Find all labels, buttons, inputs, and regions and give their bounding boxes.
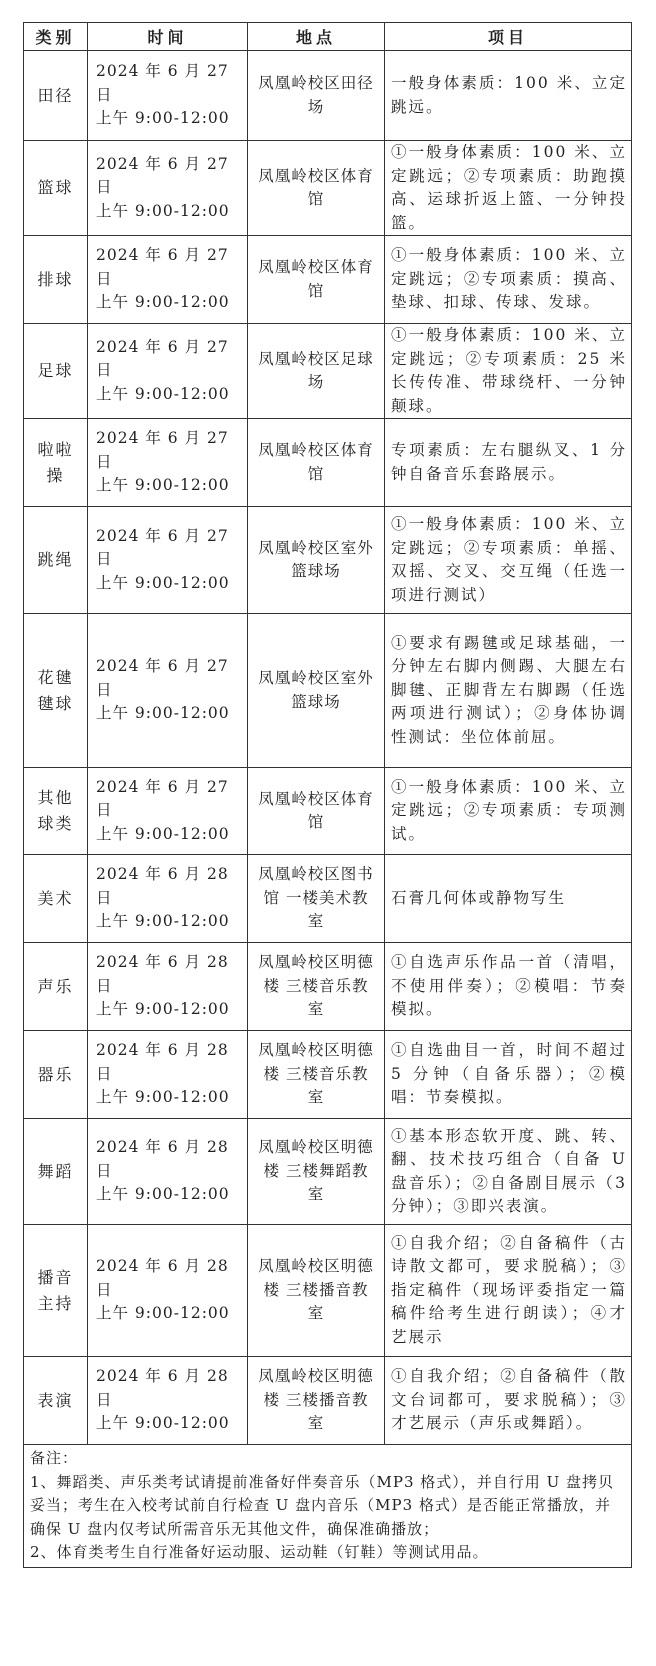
row-items: ①要求有踢毽或足球基础，一分钟左右脚内侧踢、大腿左右脚毽、正脚背左右脚踢（任选两项进行测试）；②身体协调性测试：坐位体前屈。 — [385, 614, 632, 768]
row-time-date: 2024 年 6 月 28 日 — [96, 1041, 229, 1083]
row-category: 啦啦操 — [24, 419, 88, 507]
row-items: ①基本形态软开度、跳、转、翻、技术技巧组合（自备 U 盘音乐）；②自备剧目展示（3 分钟）；③即兴表演。 — [385, 1119, 632, 1225]
row-time-hours: 上午 9:00-12:00 — [96, 109, 230, 128]
row-time — [88, 943, 248, 1031]
row-time-date: 2024 年 6 月 27 日 — [96, 526, 229, 569]
table-row — [24, 236, 632, 324]
row-time-date: 2024 年 6 月 28 日 — [96, 1257, 229, 1299]
row-time — [88, 507, 248, 614]
row-time — [88, 324, 248, 419]
exam-schedule-document — [23, 22, 631, 1568]
row-items: ①自选声乐作品一首（清唱，不使用伴奏）；②模唱：节奏模拟。 — [385, 943, 632, 1031]
row-time-date: 2024 年 6 月 27 日 — [96, 337, 229, 380]
row-time — [88, 419, 248, 507]
row-time-hours: 上午 9:00-12:00 — [96, 476, 230, 495]
row-time — [88, 768, 248, 855]
table-row — [24, 324, 632, 419]
table-header-row — [24, 23, 632, 51]
row-time-hours: 上午 9:00-12:00 — [96, 1185, 230, 1204]
row-items: 石膏几何体或静物写生 — [385, 855, 632, 943]
row-time-date: 2024 年 6 月 28 日 — [96, 1367, 229, 1409]
table-row — [24, 855, 632, 943]
row-place: 凤凰岭校区足球场 — [248, 324, 385, 419]
row-time-hours: 上午 9:00-12:00 — [96, 824, 230, 843]
row-time-date: 2024 年 6 月 28 日 — [96, 865, 229, 907]
table-row — [24, 943, 632, 1031]
header-items: 项目 — [385, 23, 632, 51]
row-time-hours: 上午 9:00-12:00 — [96, 1414, 230, 1433]
row-items: ①自选曲目一首，时间不超过 5 分钟（自备乐器）；②模唱：节奏模拟。 — [385, 1031, 632, 1119]
row-time — [88, 1119, 248, 1225]
row-items: ①一般身体素质：100 米、立定跳远；②专项素质：25 米长传传准、带球绕杆、一分钟颠球。 — [385, 324, 632, 419]
row-place: 凤凰岭校区明德楼 三楼音乐教室 — [248, 943, 385, 1031]
row-place: 凤凰岭校区体育馆 — [248, 236, 385, 324]
row-category: 足球 — [24, 324, 88, 419]
row-items: 专项素质：左右腿纵叉、1 分钟自备音乐套路展示。 — [385, 419, 632, 507]
row-items: ①自我介绍；②自备稿件（散文台词都可，要求脱稿）；③才艺展示（声乐或舞蹈）。 — [385, 1357, 632, 1445]
row-time-hours: 上午 9:00-12:00 — [96, 1304, 230, 1323]
row-place: 凤凰岭校区明德楼 三楼播音教室 — [248, 1357, 385, 1445]
row-time-date: 2024 年 6 月 27 日 — [96, 246, 229, 288]
row-place: 凤凰岭校区明德楼 三楼音乐教室 — [248, 1031, 385, 1119]
row-time — [88, 141, 248, 236]
row-time — [88, 51, 248, 141]
table-row — [24, 141, 632, 236]
row-category: 花毽毽球 — [24, 614, 88, 768]
row-time-hours: 上午 9:00-12:00 — [96, 201, 230, 220]
row-time-date: 2024 年 6 月 27 日 — [96, 429, 229, 471]
row-time — [88, 1357, 248, 1445]
header-place: 地点 — [248, 23, 385, 51]
row-category: 篮球 — [24, 141, 88, 236]
row-time-date: 2024 年 6 月 27 日 — [96, 657, 229, 699]
row-items: ①一般身体素质：100 米、立定跳远；②专项素质：摸高、垫球、扣球、传球、发球。 — [385, 236, 632, 324]
row-time-hours: 上午 9:00-12:00 — [96, 1000, 230, 1019]
row-items: ①一般身体素质：100 米、立定跳远；②专项素质：助跑摸高、运球折返上篮、一分钟投篮。 — [385, 141, 632, 236]
table-row — [24, 507, 632, 614]
notes-row — [24, 1445, 632, 1568]
table-row — [24, 1031, 632, 1119]
row-place: 凤凰岭校区体育馆 — [248, 141, 385, 236]
row-items: 一般身体素质：100 米、立定跳远。 — [385, 51, 632, 141]
row-time-hours: 上午 9:00-12:00 — [96, 704, 230, 723]
row-time-hours: 上午 9:00-12:00 — [96, 384, 230, 403]
table-row — [24, 1357, 632, 1445]
row-place: 凤凰岭校区田径场 — [248, 51, 385, 141]
row-category: 表演 — [24, 1357, 88, 1445]
note-line-2: 2、体育类考生自行准备好运动服、运动鞋（钉鞋）等测试用品。 — [30, 1543, 489, 1561]
row-time-hours: 上午 9:00-12:00 — [96, 293, 230, 312]
row-place: 凤凰岭校区明德楼 三楼舞蹈教室 — [248, 1119, 385, 1225]
schedule-table — [23, 22, 632, 1568]
notes-cell — [24, 1445, 632, 1568]
row-category: 跳绳 — [24, 507, 88, 614]
row-place: 凤凰岭校区室外篮球场 — [248, 507, 385, 614]
row-category: 美术 — [24, 855, 88, 943]
row-category: 其他球类 — [24, 768, 88, 855]
row-time — [88, 1031, 248, 1119]
row-time — [88, 855, 248, 943]
row-category: 声乐 — [24, 943, 88, 1031]
row-category: 田径 — [24, 51, 88, 141]
row-place: 凤凰岭校区图书馆 一楼美术教室 — [248, 855, 385, 943]
row-time — [88, 614, 248, 768]
row-time-hours: 上午 9:00-12:00 — [96, 573, 230, 592]
table-row — [24, 614, 632, 768]
table-row — [24, 1119, 632, 1225]
row-time-date: 2024 年 6 月 27 日 — [96, 62, 229, 104]
table-row — [24, 419, 632, 507]
row-category: 排球 — [24, 236, 88, 324]
row-place: 凤凰岭校区明德楼 三楼播音教室 — [248, 1225, 385, 1357]
row-items: ①自我介绍；②自备稿件（古诗散文都可，要求脱稿）；③指定稿件（现场评委指定一篇稿件给考生进行朗读）；④才艺展示 — [385, 1225, 632, 1357]
table-row — [24, 768, 632, 855]
header-time: 时间 — [88, 23, 248, 51]
row-time-hours: 上午 9:00-12:00 — [96, 912, 230, 931]
table-row — [24, 1225, 632, 1357]
row-category: 舞蹈 — [24, 1119, 88, 1225]
row-category: 播音主持 — [24, 1225, 88, 1357]
row-time — [88, 236, 248, 324]
row-time — [88, 1225, 248, 1357]
row-time-date: 2024 年 6 月 27 日 — [96, 154, 229, 197]
row-time-date: 2024 年 6 月 28 日 — [96, 953, 229, 995]
row-time-hours: 上午 9:00-12:00 — [96, 1088, 230, 1107]
notes-title: 备注： — [30, 1449, 79, 1467]
row-items: ①一般身体素质：100 米、立定跳远；②专项素质：专项测试。 — [385, 768, 632, 855]
header-category: 类别 — [24, 23, 88, 51]
row-items: ①一般身体素质：100 米、立定跳远；②专项素质：单摇、双摇、交叉、交互绳（任选一项进行测试） — [385, 507, 632, 614]
row-time-date: 2024 年 6 月 27 日 — [96, 777, 229, 820]
row-category: 器乐 — [24, 1031, 88, 1119]
note-line-1: 1、舞蹈类、声乐类考试请提前准备好伴奏音乐（MP3 格式），并自行用 U 盘拷贝妥当；考生在入校考试前自行检查 U 盘内音乐（MP3 格式）是否能正常播放，并确保 U 盘内仅考试所需音乐无其他文件，确保准确播放； — [30, 1472, 614, 1538]
row-place: 凤凰岭校区体育馆 — [248, 768, 385, 855]
row-place: 凤凰岭校区室外篮球场 — [248, 614, 385, 768]
row-place: 凤凰岭校区体育馆 — [248, 419, 385, 507]
row-time-date: 2024 年 6 月 28 日 — [96, 1138, 229, 1180]
table-row — [24, 51, 632, 141]
